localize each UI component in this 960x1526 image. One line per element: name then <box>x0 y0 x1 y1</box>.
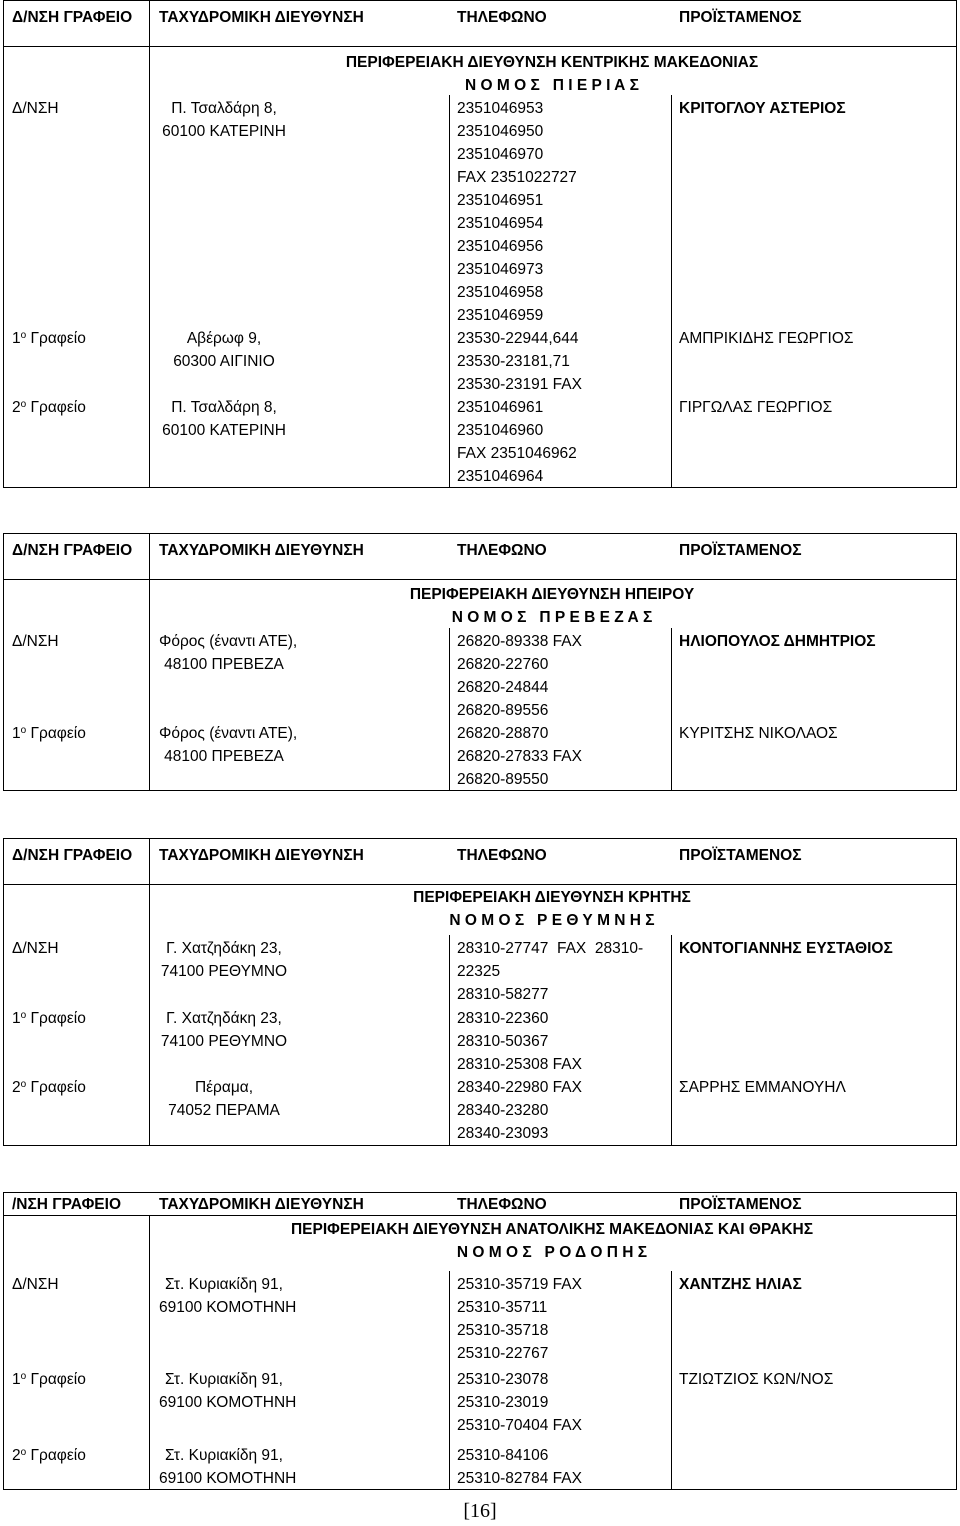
column-divider <box>149 47 150 487</box>
phone-number: 2351046956 <box>457 238 544 255</box>
column-divider <box>449 935 450 1145</box>
office-ordinal-suffix: ο <box>20 1010 27 1021</box>
phone-number: 2351046964 <box>457 468 544 485</box>
header-head: ΠΡΟΪΣΤΑΜΕΝΟΣ <box>679 9 802 26</box>
postal-address <box>159 396 289 442</box>
phone-number: FAX 2351022727 <box>457 169 577 186</box>
column-divider <box>449 95 450 487</box>
column-divider <box>149 580 150 790</box>
phone-number: 2351046959 <box>457 307 544 324</box>
phone-number: 2351046961 <box>457 399 544 416</box>
phone-number: 25310-23078 <box>457 1371 549 1388</box>
phone-list <box>457 1273 662 1365</box>
office-name <box>12 1368 86 1391</box>
postal-address <box>159 97 289 143</box>
table-header <box>4 1193 956 1216</box>
office-head: ΧΑΝΤΖΗΣ ΗΛΙΑΣ <box>679 1276 802 1293</box>
directory-table <box>3 838 957 1146</box>
region-name: ΠΕΡΙΦΕΡΕΙΑΚΗ ΔΙΕΥΘΥΝΣΗ ΑΝΑΤΟΛΙΚΗΣ ΜΑΚΕΔΟΝΙΑΣ ΚΑΙ ΘΡΑΚΗΣ <box>290 1221 814 1238</box>
phone-list <box>457 630 662 722</box>
office-label: Γραφείο <box>26 1010 86 1027</box>
address-line: Π. Τσαλδάρη 8, <box>171 100 277 117</box>
postal-address <box>159 327 289 373</box>
header-office: Δ/ΝΣΗ ΓΡΑΦΕΙΟ <box>12 9 133 26</box>
column-divider <box>149 1216 150 1489</box>
phone-list <box>457 396 662 488</box>
office-ordinal: 1 <box>12 330 21 347</box>
office-head: ΑΜΠΡΙΚΙΔΗΣ ΓΕΩΡΓΙΟΣ <box>679 330 854 347</box>
office-head: ΤΖΙΩΤΖΙΟΣ ΚΩΝ/ΝΟΣ <box>679 1371 834 1388</box>
region-name: ΠΕΡΙΦΕΡΕΙΑΚΗ ΔΙΕΥΘΥΝΣΗ ΚΡΗΤΗΣ <box>413 889 691 906</box>
region-name: ΠΕΡΙΦΕΡΕΙΑΚΗ ΔΙΕΥΘΥΝΣΗ ΗΠΕΙΡΟΥ <box>409 586 695 603</box>
header-address: ΤΑΧΥΔΡΟΜΙΚΗ ΔΙΕΥΘΥΝΣΗ <box>159 847 364 864</box>
phone-number: 25310-35711 <box>457 1299 548 1316</box>
office-name: Δ/ΝΣΗ <box>12 940 59 957</box>
phone-number: 25310-70404 FAX <box>457 1417 582 1434</box>
header-address: ΤΑΧΥΔΡΟΜΙΚΗ ΔΙΕΥΘΥΝΣΗ <box>159 9 364 26</box>
header-address: ΤΑΧΥΔΡΟΜΙΚΗ ΔΙΕΥΘΥΝΣΗ <box>159 1196 364 1213</box>
address-line: Στ. Κυριακίδη 91, <box>165 1447 283 1464</box>
phone-number: 28310-50367 <box>457 1033 549 1050</box>
office-head: ΚΡΙΤΟΓΛΟΥ ΑΣΤΕΡΙΟΣ <box>679 100 846 117</box>
phone-number: 26820-27833 FAX <box>457 748 582 765</box>
postal-address <box>159 630 298 676</box>
phone-number: 25310-84106 <box>457 1447 549 1464</box>
office-head: ΓΙΡΓΩΛΑΣ ΓΕΩΡΓΙΟΣ <box>679 399 833 416</box>
header-office: Δ/ΝΣΗ ΓΡΑΦΕΙΟ <box>12 847 133 864</box>
page-number: [16] <box>463 1500 497 1522</box>
address-line: 60100 ΚΑΤΕΡΙΝΗ <box>162 422 286 439</box>
prefecture-name: Ν Ο Μ Ο Σ Ρ Ε Θ Υ Μ Ν Η Σ <box>449 912 655 929</box>
office-ordinal-suffix: ο <box>20 725 27 736</box>
postal-address <box>159 1273 297 1319</box>
postal-address <box>159 937 289 983</box>
header-head: ΠΡΟΪΣΤΑΜΕΝΟΣ <box>679 542 802 559</box>
phone-number: 26820-24844 <box>457 679 549 696</box>
address-line: Πέραμα, <box>194 1079 254 1096</box>
column-divider <box>149 885 150 1145</box>
office-name: Δ/ΝΣΗ <box>12 1276 59 1293</box>
phone-list <box>457 97 662 327</box>
directory-table <box>3 533 957 791</box>
phone-number: 2351046953 <box>457 100 544 117</box>
region-title <box>149 51 955 97</box>
office-name <box>12 722 86 745</box>
header-head: ΠΡΟΪΣΤΑΜΕΝΟΣ <box>679 847 802 864</box>
phone-number: 26820-89550 <box>457 771 549 788</box>
office-name: Δ/ΝΣΗ <box>12 633 59 650</box>
phone-number: 25310-35718 <box>457 1322 549 1339</box>
office-head: ΚΥΡΙΤΣΗΣ ΝΙΚΟΛΑΟΣ <box>679 725 838 742</box>
prefecture-name: Ν Ο Μ Ο Σ Π Ρ Ε Β Ε Ζ Α Σ <box>451 609 653 626</box>
postal-address <box>159 1076 289 1122</box>
office-label: Γραφείο <box>26 725 86 742</box>
phone-list <box>457 327 662 396</box>
column-divider <box>671 628 672 790</box>
address-line: 74100 ΡΕΘΥΜΝΟ <box>160 1033 288 1050</box>
office-label: Γραφείο <box>26 1079 86 1096</box>
phone-number: 26820-89556 <box>457 702 549 719</box>
phone-number: 2351046951 <box>457 192 544 209</box>
office-ordinal-suffix: ο <box>20 1447 27 1458</box>
header-phone: ΤΗΛΕΦΩΝΟ <box>457 9 547 26</box>
office-label: Γραφείο <box>26 1371 86 1388</box>
header-divider <box>149 839 150 884</box>
phone-list <box>457 1368 662 1437</box>
phone-list <box>457 937 662 1006</box>
phone-number: 28310-58277 <box>457 986 549 1003</box>
postal-address <box>159 722 298 768</box>
office-head: ΚΟΝΤΟΓΙΑΝΝΗΣ ΕΥΣΤΑΘΙΟΣ <box>679 940 893 957</box>
office-head: ΗΛΙΟΠΟΥΛΟΣ ΔΗΜΗΤΡΙΟΣ <box>679 633 876 650</box>
office-name <box>12 396 86 419</box>
phone-number: 23530-23191 FAX <box>457 376 582 393</box>
address-line: 60100 ΚΑΤΕΡΙΝΗ <box>162 123 286 140</box>
column-divider <box>671 1271 672 1489</box>
office-ordinal: 1 <box>12 1010 21 1027</box>
office-ordinal: 2 <box>12 1447 21 1464</box>
office-ordinal-suffix: ο <box>20 399 27 410</box>
postal-address <box>159 1007 289 1053</box>
phone-number: 22325 <box>457 963 501 980</box>
phone-number: 25310-23019 <box>457 1394 549 1411</box>
prefecture-name: Ν Ο Μ Ο Σ Π Ι Ε Ρ Ι Α Σ <box>465 77 639 94</box>
phone-number: 2351046950 <box>457 123 544 140</box>
phone-list <box>457 722 662 791</box>
column-divider <box>671 95 672 487</box>
office-head: ΣΑΡΡΗΣ ΕΜΜΑΝΟΥΗΛ <box>679 1079 846 1096</box>
phone-list <box>457 1076 662 1145</box>
header-office: Δ/ΝΣΗ ΓΡΑΦΕΙΟ <box>12 542 133 559</box>
phone-number: 26820-89338 FAX <box>457 633 582 650</box>
office-label: Γραφείο <box>26 399 86 416</box>
office-ordinal: 1 <box>12 1371 21 1388</box>
table-header <box>4 1 956 47</box>
phone-number: 25310-22767 <box>457 1345 549 1362</box>
region-title <box>149 886 955 932</box>
phone-number: 23530-22944,644 <box>457 330 579 347</box>
address-line: 74100 ΡΕΘΥΜΝΟ <box>160 963 288 980</box>
office-ordinal-suffix: ο <box>20 330 27 341</box>
header-divider <box>149 534 150 579</box>
address-line: Φόρος (έναντι ΑΤΕ), <box>159 725 298 742</box>
phone-number: 28310-25308 FAX <box>457 1056 582 1073</box>
phone-number: 25310-35719 FAX <box>457 1276 582 1293</box>
header-phone: ΤΗΛΕΦΩΝΟ <box>457 847 547 864</box>
header-phone: ΤΗΛΕΦΩΝΟ <box>457 1196 547 1213</box>
header-phone: ΤΗΛΕΦΩΝΟ <box>457 542 547 559</box>
address-line: 69100 ΚΟΜΟΤΗΝΗ <box>159 1470 297 1487</box>
header-address: ΤΑΧΥΔΡΟΜΙΚΗ ΔΙΕΥΘΥΝΣΗ <box>159 542 364 559</box>
phone-number: FAX 2351046962 <box>457 445 577 462</box>
address-line: Γ. Χατζηδάκη 23, <box>166 1010 282 1027</box>
address-line: Φόρος (έναντι ΑΤΕ), <box>159 633 298 650</box>
office-ordinal-suffix: ο <box>20 1371 27 1382</box>
office-name <box>12 1076 86 1099</box>
address-line: Γ. Χατζηδάκη 23, <box>166 940 282 957</box>
address-line: Αβέρωφ 9, <box>186 330 262 347</box>
office-label: Γραφείο <box>26 1447 86 1464</box>
region-title <box>149 583 955 629</box>
table-header <box>4 534 956 580</box>
region-name: ΠΕΡΙΦΕΡΕΙΑΚΗ ΔΙΕΥΘΥΝΣΗ ΚΕΝΤΡΙΚΗΣ ΜΑΚΕΔΟΝΙΑΣ <box>345 54 759 71</box>
phone-number: 23530-23181,71 <box>457 353 570 370</box>
directory-table <box>3 0 957 488</box>
table-header <box>4 839 956 885</box>
phone-number: 2351046973 <box>457 261 544 278</box>
postal-address <box>159 1368 297 1414</box>
address-line: Στ. Κυριακίδη 91, <box>165 1276 283 1293</box>
address-line: 48100 ΠΡΕΒΕΖΑ <box>164 748 284 765</box>
phone-number: 2351046954 <box>457 215 544 232</box>
phone-number: 25310-82784 FAX <box>457 1470 582 1487</box>
column-divider <box>449 1271 450 1489</box>
phone-number: 28340-22980 FAX <box>457 1079 582 1096</box>
address-line: 69100 ΚΟΜΟΤΗΝΗ <box>159 1299 297 1316</box>
postal-address <box>159 1444 297 1490</box>
office-ordinal: 2 <box>12 399 21 416</box>
phone-number: 26820-22760 <box>457 656 549 673</box>
header-divider <box>149 1 150 46</box>
address-line: Στ. Κυριακίδη 91, <box>165 1371 283 1388</box>
office-name <box>12 1444 86 1467</box>
phone-list <box>457 1444 662 1490</box>
address-line: 60300 ΑΙΓΙΝΙΟ <box>173 353 275 370</box>
office-ordinal: 1 <box>12 725 21 742</box>
address-line: 69100 ΚΟΜΟΤΗΝΗ <box>159 1394 297 1411</box>
phone-list <box>457 1007 662 1076</box>
header-office: /ΝΣΗ ΓΡΑΦΕΙΟ <box>12 1196 122 1213</box>
header-head: ΠΡΟΪΣΤΑΜΕΝΟΣ <box>679 1196 802 1213</box>
phone-number: 28340-23280 <box>457 1102 549 1119</box>
address-line: Π. Τσαλδάρη 8, <box>171 399 277 416</box>
phone-number: 2351046958 <box>457 284 544 301</box>
office-ordinal: 2 <box>12 1079 21 1096</box>
phone-number: 28310-22360 <box>457 1010 549 1027</box>
phone-number: 26820-28870 <box>457 725 549 742</box>
prefecture-name: Ν Ο Μ Ο Σ Ρ Ο Δ Ο Π Η Σ <box>456 1244 648 1261</box>
phone-number: 28340-23093 <box>457 1125 549 1142</box>
office-name <box>12 327 86 350</box>
office-name <box>12 1007 86 1030</box>
column-divider <box>671 935 672 1145</box>
office-label: Γραφείο <box>26 330 86 347</box>
office-ordinal-suffix: ο <box>20 1079 27 1090</box>
directory-table <box>3 1192 957 1490</box>
office-name: Δ/ΝΣΗ <box>12 100 59 117</box>
column-divider <box>449 628 450 790</box>
phone-number: 28310-27747 FAX 28310- <box>457 940 644 957</box>
phone-number: 2351046970 <box>457 146 544 163</box>
address-line: 74052 ΠΕΡΑΜΑ <box>168 1102 280 1119</box>
address-line: 48100 ΠΡΕΒΕΖΑ <box>164 656 284 673</box>
phone-number: 2351046960 <box>457 422 544 439</box>
region-title <box>149 1218 955 1264</box>
